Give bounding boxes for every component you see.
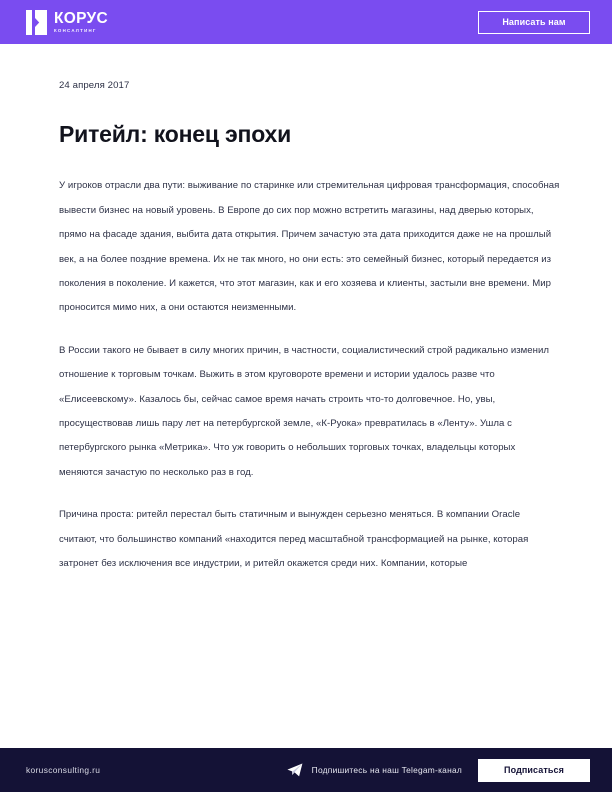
article-date: 24 апреля 2017	[59, 80, 130, 91]
brand-text	[54, 11, 108, 34]
brand-subtitle: КОНСАЛТИНГ	[54, 28, 97, 34]
korus-logo-mark-icon	[26, 10, 47, 35]
article-body	[59, 147, 560, 576]
contact-us-button[interactable]: Написать нам	[478, 11, 590, 34]
article-paragraph: В России такого не бывает в силу многих причин, в частности, социалистический строй радикально изменил отношение к торговым точкам. Выжить в этом круговороте времени и истории удалось разве что «Елисеевскому». Казалось бы, сейчас самое время начать строить что-то долговечное. Но, увы, просуществовав лишь пару лет на петербургской земле, «К-Руока» превратилась в «Ленту». Ушла с петербургского рынка «Метрика». Что уж говорить о небольших торговых точках, владельцы которых меняются зачастую по несколько раз в год.	[59, 344, 550, 478]
subscribe-button[interactable]: Подписаться	[478, 759, 590, 782]
telegram-promo-label: Подпишитесь на наш Telegam-канал	[311, 765, 462, 775]
article	[0, 44, 612, 576]
telegram-plane-icon	[287, 763, 303, 777]
brand-logo[interactable]	[26, 10, 108, 35]
article-paragraph: У игроков отрасли два пути: выживание по старинке или стремительная цифровая трансформация, способная вывести бизнес на новый уровень. В Европе до сих пор можно встретить магазины, над дверью которых, прямо на фасаде здания, выбита дата открытия. Причем зачастую эта дата приходится даже не на прошлый век, а на более поздние времена. Их не так много, но они есть: это семейный бизнес, который передается из поколения в поколение. И кажется, что этот магазин, как и его хозяева и клиенты, застыли вне времени. Мир проносится мимо них, а они остаются неизменными.	[59, 180, 560, 314]
site-header	[0, 0, 612, 44]
footer-domain-link[interactable]: korusconsulting.ru	[26, 765, 101, 775]
site-footer	[0, 748, 612, 792]
telegram-promo	[287, 763, 462, 777]
brand-name: КОРУС	[54, 9, 108, 27]
article-paragraph: Причина проста: ритейл перестал быть статичным и вынужден серьезно меняться. В компании Oracle считают, что большинство компаний «находится перед масштабной трансформацией на рынке, которая затронет без исключения все индустрии, и ритейл окажется среди них. Компании, которые	[59, 509, 529, 569]
page-title: Ритейл: конец эпохи	[59, 121, 292, 147]
